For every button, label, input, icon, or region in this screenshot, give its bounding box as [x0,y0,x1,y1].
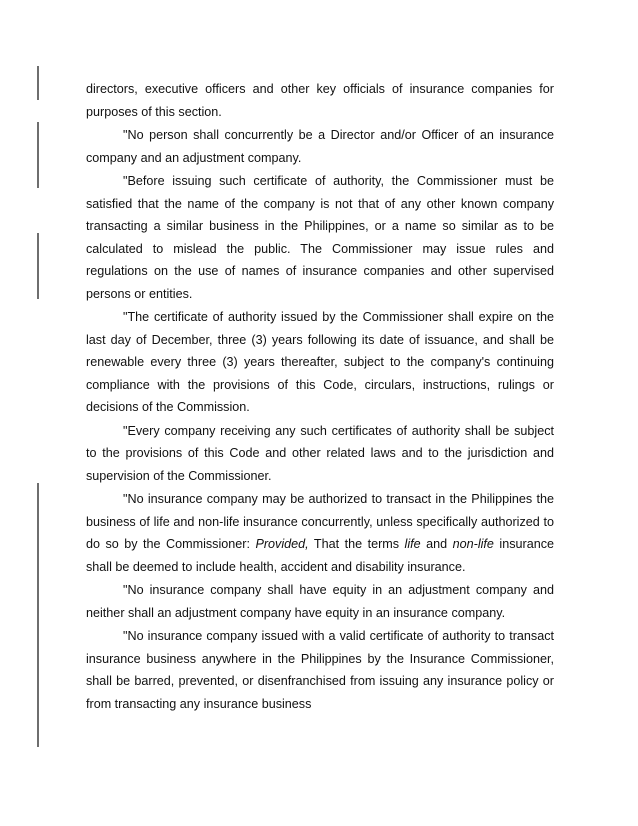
paragraph: directors, executive officers and other key officials of insurance companies for purposes of this section. [86,82,554,119]
paragraph: "No insurance company issued with a valid certificate of authority to transact insurance business anywhere in the Philippines by the Insurance Commissioner, shall be barred, prevented, or disenfranchised from issuing any insurance policy or from transacting any insurance business [86,629,554,711]
text-run: That the terms [308,537,405,551]
italic-run: Provided, [255,537,309,551]
text-run: and [420,537,453,551]
paragraph: "No person shall concurrently be a Director and/or Officer of an insurance company and an adjustment company. [86,128,554,165]
italic-run: non-life [452,537,494,551]
revision-bar [37,233,39,299]
paragraph: "Before issuing such certificate of authority, the Commissioner must be satisfied that the name of the company is not that of any other known company transacting a similar business in the Philippines, or a name so similar as to be calculated to mislead the public. The Commissioner may issue rules and regulations on the use of names of insurance companies and other supervised persons or entities. [86,174,554,301]
revision-bar [37,66,39,100]
text-run: "No insurance company may be authorized to transact in the Philippines the business of life and non-life insurance concurrently, unless specifically authorized to do so by the Commissioner: [86,492,554,551]
revision-bar [37,122,39,188]
paragraph: "Every company receiving any such certificates of authority shall be subject to the provisions of this Code and other related laws and to the jurisdiction and supervision of the Commissioner. [86,423,554,483]
paragraph [86,488,554,578]
paragraph: "The certificate of authority issued by the Commissioner shall expire on the last day of December, three (3) years following its date of issuance, and shall be renewable every three (3) years thereafter, subject to the company's continuing compliance with the provisions of this Code, circulars, instructions, rulings or decisions of the Commission. [86,310,554,414]
text-run: insurance shall be deemed to include health, accident and disability insurance. [86,537,554,574]
italic-run: life [404,537,421,551]
revision-bar [37,483,39,747]
paragraph: "No insurance company shall have equity in an adjustment company and neither shall an adjustment company have equity in an insurance company. [86,583,554,620]
body-text [86,78,554,715]
